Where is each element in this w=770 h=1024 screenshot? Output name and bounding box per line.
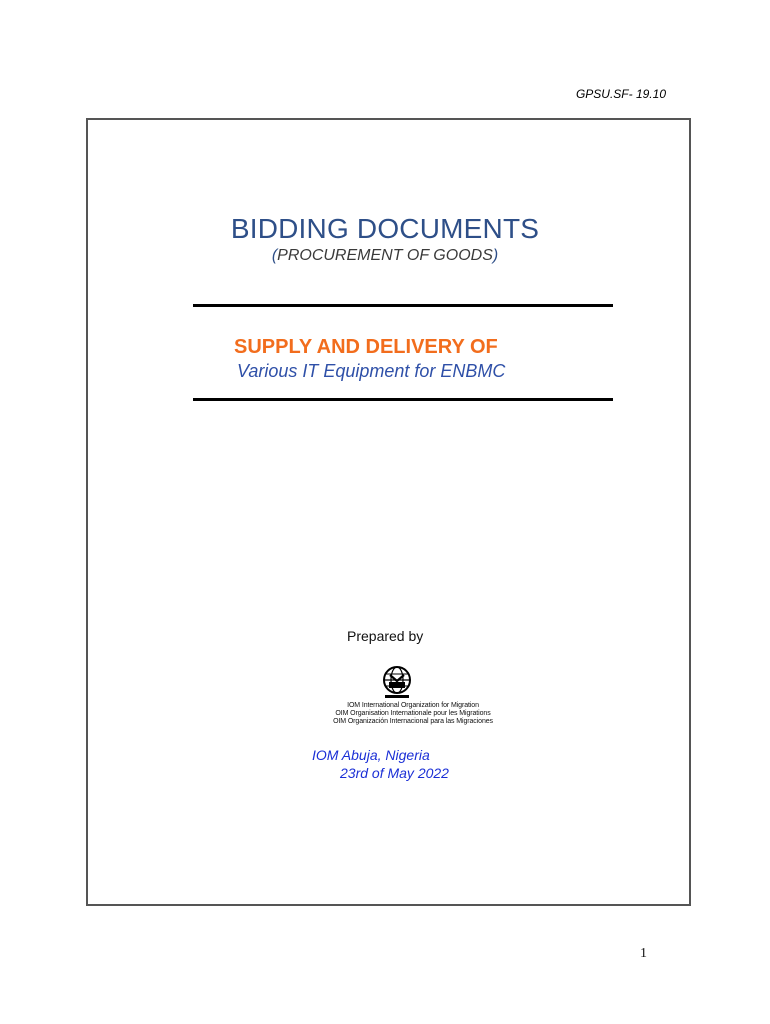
office-location: IOM Abuja, Nigeria (312, 747, 430, 763)
logo-line-french: OIM Organisation Internationale pour les Migrations (335, 710, 491, 717)
top-divider (193, 304, 613, 307)
subtitle-text: PROCUREMENT OF GOODS (277, 247, 493, 264)
document-code: GPSU.SF- 19.10 (575, 87, 666, 101)
iom-logo (318, 665, 508, 735)
document-subtitle (0, 247, 770, 265)
subtitle-close-paren: ) (492, 247, 499, 264)
subtitle-open-paren: ( (271, 247, 278, 264)
iom-globe-logo-icon (376, 665, 418, 701)
issue-date: 23rd of May 2022 (340, 765, 449, 781)
logo-line-spanish: OIM Organización Internacional para las Migraciones (333, 718, 493, 725)
logo-line-english: IOM International Organization for Migration (347, 702, 479, 709)
page-number: 1 (640, 946, 647, 961)
document-title: BIDDING DOCUMENTS (230, 213, 540, 244)
supply-heading: SUPPLY AND DELIVERY OF (234, 336, 498, 358)
procurement-subject: Various IT Equipment for ENBMC (237, 361, 506, 381)
prepared-by-label: Prepared by (347, 628, 424, 644)
bottom-divider (193, 398, 613, 401)
